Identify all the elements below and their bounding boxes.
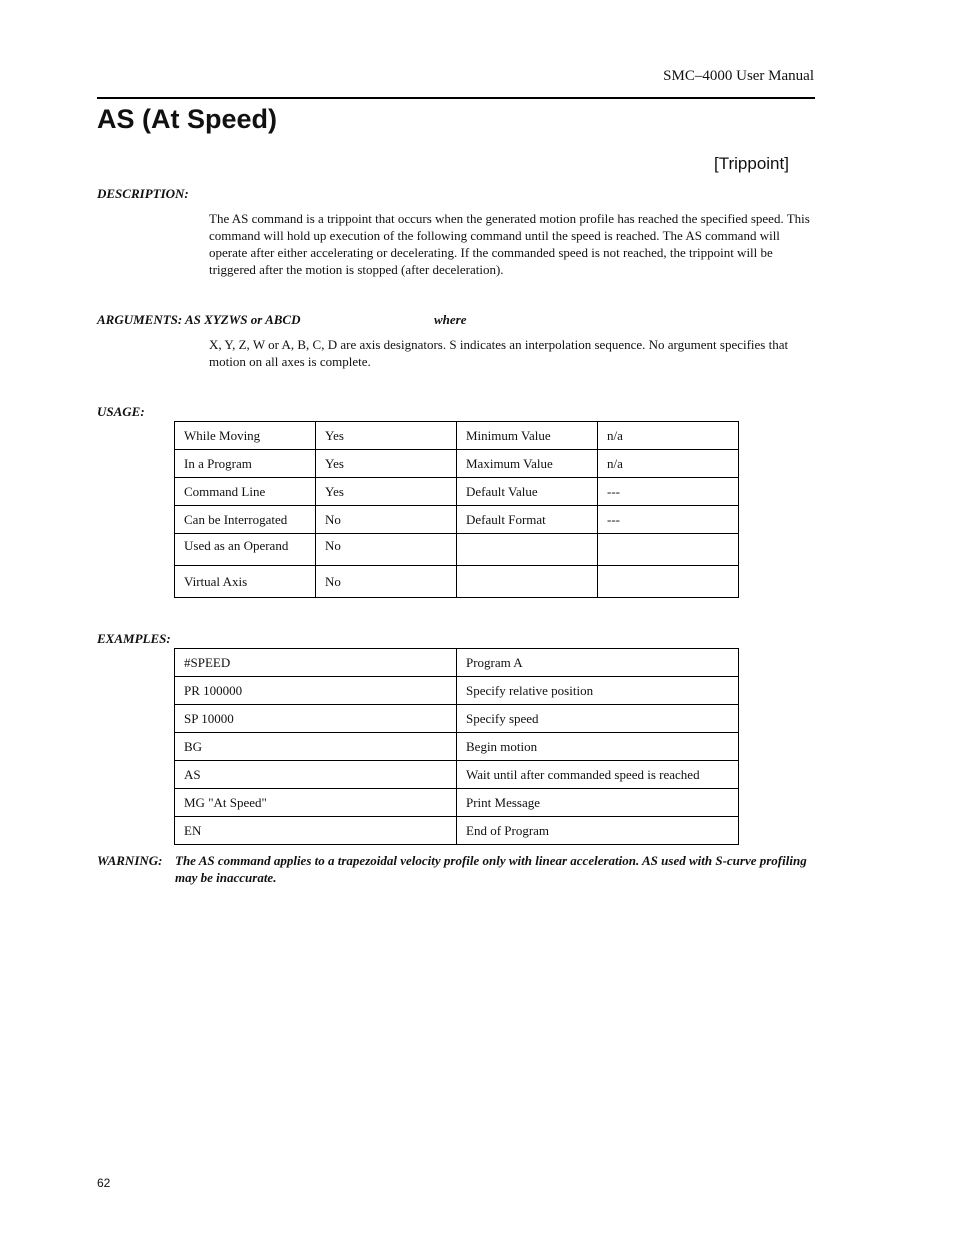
table-row — [175, 817, 739, 845]
table-cell: Wait until after commanded speed is reached — [457, 761, 739, 789]
table-row — [175, 450, 739, 478]
table-row — [175, 566, 739, 598]
table-row — [175, 478, 739, 506]
table-cell: Yes — [316, 422, 457, 450]
warning-text: The AS command applies to a trapezoidal velocity profile only with linear acceleration. AS used with S-curve profiling may be inaccurate. — [175, 853, 807, 885]
table-cell: No — [316, 506, 457, 534]
table-row — [175, 422, 739, 450]
table-cell — [598, 566, 739, 598]
table-cell: Default Format — [457, 506, 598, 534]
examples-table — [174, 648, 739, 845]
table-cell: Specify relative position — [457, 677, 739, 705]
table-row — [175, 649, 739, 677]
table-cell: Yes — [316, 450, 457, 478]
table-cell: PR 100000 — [175, 677, 457, 705]
table-cell: --- — [598, 506, 739, 534]
arguments-where: where — [434, 312, 467, 327]
running-header: SMC–4000 User Manual — [663, 68, 814, 84]
table-cell: End of Program — [457, 817, 739, 845]
examples-label: EXAMPLES: — [97, 631, 171, 646]
table-cell: In a Program — [175, 450, 316, 478]
arguments-text: X, Y, Z, W or A, B, C, D are axis designators. S indicates an interpolation sequence. No argument specifies that motion on all axes is complete. — [209, 337, 789, 369]
table-cell: Program A — [457, 649, 739, 677]
table-row — [175, 534, 739, 566]
page-number: 62 — [97, 1176, 111, 1190]
table-cell: MG "At Speed" — [175, 789, 457, 817]
table-cell: Specify speed — [457, 705, 739, 733]
arguments-label: ARGUMENTS: AS XYZWS or ABCD — [97, 312, 301, 327]
header-rule — [97, 97, 815, 99]
table-cell — [457, 534, 598, 566]
table-cell: Begin motion — [457, 733, 739, 761]
warning-label: WARNING: — [97, 853, 163, 868]
table-cell: AS — [175, 761, 457, 789]
table-row — [175, 677, 739, 705]
table-cell: Default Value — [457, 478, 598, 506]
table-cell: n/a — [598, 450, 739, 478]
description-text: The AS command is a trippoint that occurs when the generated motion profile has reached the specified speed. This command will hold up execution of the following command until the speed is reached. The AS command will operate after either accelerating or decelerating. If the commanded speed is not reached, the trippoint will be triggered after the motion is stopped (after deceleration). — [209, 211, 810, 277]
table-cell: --- — [598, 478, 739, 506]
usage-label: USAGE: — [97, 404, 145, 419]
table-cell: Can be Interrogated — [175, 506, 316, 534]
table-cell: SP 10000 — [175, 705, 457, 733]
table-cell: No — [316, 534, 457, 566]
table-cell: No — [316, 566, 457, 598]
table-cell: Print Message — [457, 789, 739, 817]
table-row — [175, 705, 739, 733]
table-cell: Command Line — [175, 478, 316, 506]
table-cell: Yes — [316, 478, 457, 506]
page-title: AS (At Speed) — [97, 104, 278, 134]
table-cell: While Moving — [175, 422, 316, 450]
description-label: DESCRIPTION: — [97, 186, 189, 201]
table-cell: EN — [175, 817, 457, 845]
table-cell: Virtual Axis — [175, 566, 316, 598]
table-row — [175, 761, 739, 789]
table-cell — [457, 566, 598, 598]
table-cell: #SPEED — [175, 649, 457, 677]
table-cell: BG — [175, 733, 457, 761]
command-category: [Trippoint] — [714, 154, 789, 173]
usage-table — [174, 421, 739, 598]
table-cell: n/a — [598, 422, 739, 450]
table-cell: Minimum Value — [457, 422, 598, 450]
table-cell: Maximum Value — [457, 450, 598, 478]
table-row — [175, 733, 739, 761]
table-row — [175, 789, 739, 817]
table-cell: Used as an Operand — [175, 534, 316, 566]
table-cell — [598, 534, 739, 566]
table-row — [175, 506, 739, 534]
